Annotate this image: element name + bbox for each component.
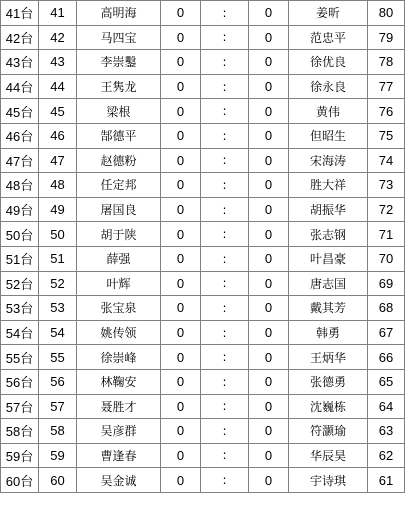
player-a-name-cell: 胡于陕 (77, 222, 161, 247)
player-b-number-cell: 75 (368, 123, 405, 148)
score-separator-cell: : (201, 271, 249, 296)
score-separator-cell: : (201, 123, 249, 148)
player-b-score-cell: 0 (249, 222, 289, 247)
player-a-score-cell: 0 (161, 296, 201, 321)
player-b-score-cell: 0 (249, 271, 289, 296)
score-separator-cell: : (201, 296, 249, 321)
player-b-score-cell: 0 (249, 394, 289, 419)
player-b-score-cell: 0 (249, 197, 289, 222)
player-a-name-cell: 赵德粉 (77, 148, 161, 173)
player-a-number-cell: 42 (39, 25, 77, 50)
table-number-cell: 41台 (1, 1, 39, 26)
player-a-name-cell: 郜德平 (77, 123, 161, 148)
table-row (1, 222, 405, 247)
player-b-number-cell: 71 (368, 222, 405, 247)
player-b-name-cell: 张德勇 (289, 369, 368, 394)
table-row (1, 99, 405, 124)
player-b-name-cell: 符灏瑜 (289, 419, 368, 444)
table-number-cell: 46台 (1, 123, 39, 148)
player-a-number-cell: 54 (39, 320, 77, 345)
player-b-score-cell: 0 (249, 246, 289, 271)
player-b-name-cell: 徐永良 (289, 74, 368, 99)
player-b-name-cell: 黄伟 (289, 99, 368, 124)
player-b-number-cell: 68 (368, 296, 405, 321)
table-row (1, 123, 405, 148)
player-b-name-cell: 沈巍栋 (289, 394, 368, 419)
table-number-cell: 58台 (1, 419, 39, 444)
table-number-cell: 60台 (1, 468, 39, 493)
player-a-score-cell: 0 (161, 1, 201, 26)
player-a-name-cell: 任定邦 (77, 173, 161, 198)
table-number-cell: 43台 (1, 50, 39, 75)
player-b-name-cell: 宇诗琪 (289, 468, 368, 493)
player-b-name-cell: 宋海涛 (289, 148, 368, 173)
score-separator-cell: : (201, 345, 249, 370)
player-b-number-cell: 78 (368, 50, 405, 75)
player-b-score-cell: 0 (249, 99, 289, 124)
table-row (1, 173, 405, 198)
player-b-number-cell: 74 (368, 148, 405, 173)
table-row (1, 246, 405, 271)
player-a-number-cell: 47 (39, 148, 77, 173)
table-row (1, 1, 405, 26)
player-a-number-cell: 51 (39, 246, 77, 271)
table-number-cell: 49台 (1, 197, 39, 222)
player-a-score-cell: 0 (161, 271, 201, 296)
player-a-score-cell: 0 (161, 50, 201, 75)
player-a-name-cell: 聂胜才 (77, 394, 161, 419)
player-b-name-cell: 王炳华 (289, 345, 368, 370)
player-a-score-cell: 0 (161, 369, 201, 394)
player-b-number-cell: 69 (368, 271, 405, 296)
player-a-score-cell: 0 (161, 443, 201, 468)
player-b-score-cell: 0 (249, 25, 289, 50)
pairings-body (1, 1, 405, 493)
player-b-score-cell: 0 (249, 443, 289, 468)
player-a-score-cell: 0 (161, 394, 201, 419)
score-separator-cell: : (201, 419, 249, 444)
player-a-score-cell: 0 (161, 320, 201, 345)
player-a-score-cell: 0 (161, 148, 201, 173)
table-row (1, 197, 405, 222)
table-row (1, 369, 405, 394)
table-row (1, 271, 405, 296)
score-separator-cell: : (201, 1, 249, 26)
player-a-name-cell: 王隽龙 (77, 74, 161, 99)
table-number-cell: 45台 (1, 99, 39, 124)
player-b-number-cell: 65 (368, 369, 405, 394)
player-a-score-cell: 0 (161, 99, 201, 124)
player-b-score-cell: 0 (249, 148, 289, 173)
table-row (1, 419, 405, 444)
player-a-score-cell: 0 (161, 173, 201, 198)
player-b-number-cell: 77 (368, 74, 405, 99)
player-b-number-cell: 73 (368, 173, 405, 198)
player-a-name-cell: 高明海 (77, 1, 161, 26)
player-b-score-cell: 0 (249, 320, 289, 345)
score-separator-cell: : (201, 148, 249, 173)
table-row (1, 25, 405, 50)
player-a-score-cell: 0 (161, 222, 201, 247)
player-b-name-cell: 叶昌豪 (289, 246, 368, 271)
score-separator-cell: : (201, 222, 249, 247)
player-a-number-cell: 49 (39, 197, 77, 222)
player-a-number-cell: 60 (39, 468, 77, 493)
player-a-number-cell: 53 (39, 296, 77, 321)
player-a-number-cell: 59 (39, 443, 77, 468)
player-b-score-cell: 0 (249, 369, 289, 394)
player-a-number-cell: 48 (39, 173, 77, 198)
table-number-cell: 48台 (1, 173, 39, 198)
player-b-score-cell: 0 (249, 468, 289, 493)
player-a-score-cell: 0 (161, 123, 201, 148)
player-a-number-cell: 41 (39, 1, 77, 26)
player-a-name-cell: 吴金诚 (77, 468, 161, 493)
player-a-score-cell: 0 (161, 246, 201, 271)
table-row (1, 394, 405, 419)
table-number-cell: 57台 (1, 394, 39, 419)
table-row (1, 296, 405, 321)
player-b-number-cell: 63 (368, 419, 405, 444)
score-separator-cell: : (201, 443, 249, 468)
table-row (1, 50, 405, 75)
player-a-number-cell: 56 (39, 369, 77, 394)
table-number-cell: 54台 (1, 320, 39, 345)
player-b-number-cell: 70 (368, 246, 405, 271)
player-a-name-cell: 屠国良 (77, 197, 161, 222)
score-separator-cell: : (201, 394, 249, 419)
player-b-number-cell: 67 (368, 320, 405, 345)
table-number-cell: 42台 (1, 25, 39, 50)
player-a-name-cell: 曹逢春 (77, 443, 161, 468)
player-b-name-cell: 韩勇 (289, 320, 368, 345)
player-b-number-cell: 80 (368, 1, 405, 26)
player-b-name-cell: 范忠平 (289, 25, 368, 50)
table-number-cell: 59台 (1, 443, 39, 468)
player-a-number-cell: 44 (39, 74, 77, 99)
player-b-name-cell: 张志钢 (289, 222, 368, 247)
player-a-name-cell: 梁根 (77, 99, 161, 124)
table-number-cell: 55台 (1, 345, 39, 370)
player-b-number-cell: 72 (368, 197, 405, 222)
player-a-number-cell: 43 (39, 50, 77, 75)
player-b-number-cell: 62 (368, 443, 405, 468)
player-b-name-cell: 唐志国 (289, 271, 368, 296)
player-a-score-cell: 0 (161, 345, 201, 370)
table-row (1, 345, 405, 370)
player-a-number-cell: 50 (39, 222, 77, 247)
player-a-name-cell: 马四宝 (77, 25, 161, 50)
player-a-score-cell: 0 (161, 197, 201, 222)
player-a-name-cell: 林鞠安 (77, 369, 161, 394)
table-number-cell: 52台 (1, 271, 39, 296)
score-separator-cell: : (201, 468, 249, 493)
table-row (1, 320, 405, 345)
table-number-cell: 53台 (1, 296, 39, 321)
player-b-score-cell: 0 (249, 50, 289, 75)
player-b-number-cell: 76 (368, 99, 405, 124)
score-separator-cell: : (201, 25, 249, 50)
player-b-name-cell: 胡振华 (289, 197, 368, 222)
player-b-score-cell: 0 (249, 345, 289, 370)
score-separator-cell: : (201, 99, 249, 124)
table-number-cell: 51台 (1, 246, 39, 271)
player-b-score-cell: 0 (249, 74, 289, 99)
player-b-number-cell: 61 (368, 468, 405, 493)
score-separator-cell: : (201, 197, 249, 222)
player-a-name-cell: 吴彦群 (77, 419, 161, 444)
table-number-cell: 50台 (1, 222, 39, 247)
player-b-name-cell: 戴其芳 (289, 296, 368, 321)
player-b-name-cell: 但昭生 (289, 123, 368, 148)
player-a-name-cell: 姚传领 (77, 320, 161, 345)
player-a-score-cell: 0 (161, 25, 201, 50)
score-separator-cell: : (201, 74, 249, 99)
player-b-number-cell: 66 (368, 345, 405, 370)
player-b-name-cell: 姜昕 (289, 1, 368, 26)
player-b-name-cell: 徐优良 (289, 50, 368, 75)
player-b-score-cell: 0 (249, 419, 289, 444)
player-a-name-cell: 徐崇峰 (77, 345, 161, 370)
player-b-name-cell: 胜大祥 (289, 173, 368, 198)
table-number-cell: 56台 (1, 369, 39, 394)
table-row (1, 468, 405, 493)
player-b-number-cell: 64 (368, 394, 405, 419)
player-b-score-cell: 0 (249, 173, 289, 198)
table-row (1, 148, 405, 173)
table-row (1, 443, 405, 468)
player-a-score-cell: 0 (161, 468, 201, 493)
player-a-number-cell: 52 (39, 271, 77, 296)
player-b-score-cell: 0 (249, 123, 289, 148)
player-a-name-cell: 叶辉 (77, 271, 161, 296)
player-a-number-cell: 55 (39, 345, 77, 370)
table-row (1, 74, 405, 99)
player-a-score-cell: 0 (161, 419, 201, 444)
player-a-number-cell: 57 (39, 394, 77, 419)
table-number-cell: 44台 (1, 74, 39, 99)
score-separator-cell: : (201, 320, 249, 345)
player-b-score-cell: 0 (249, 296, 289, 321)
player-b-name-cell: 华辰昊 (289, 443, 368, 468)
player-a-number-cell: 46 (39, 123, 77, 148)
player-b-number-cell: 79 (368, 25, 405, 50)
score-separator-cell: : (201, 369, 249, 394)
player-a-name-cell: 张宝泉 (77, 296, 161, 321)
score-separator-cell: : (201, 50, 249, 75)
table-number-cell: 47台 (1, 148, 39, 173)
player-a-name-cell: 李崇鑿 (77, 50, 161, 75)
score-separator-cell: : (201, 173, 249, 198)
player-a-name-cell: 薛强 (77, 246, 161, 271)
player-a-number-cell: 45 (39, 99, 77, 124)
score-separator-cell: : (201, 246, 249, 271)
player-a-score-cell: 0 (161, 74, 201, 99)
player-b-score-cell: 0 (249, 1, 289, 26)
player-a-number-cell: 58 (39, 419, 77, 444)
